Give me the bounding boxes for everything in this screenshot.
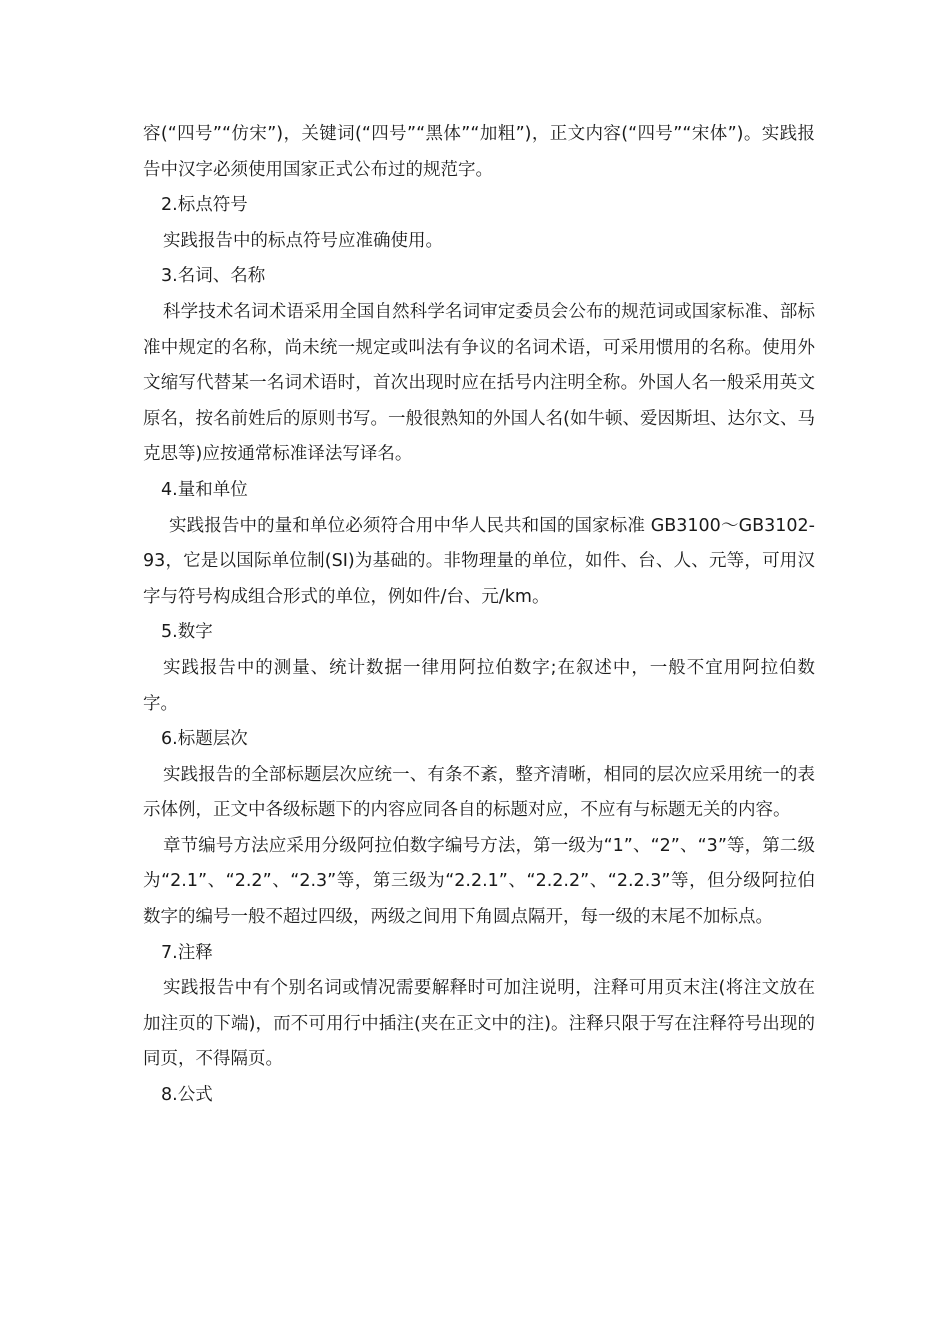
terms-paragraph: 科学技术名词术语采用全国自然科学名词审定委员会公布的规范词或国家标准、部标准中规定的名称，尚未统一规定或叫法有争议的名词术语，可采用惯用的名称。使用外文缩写代替某一名词术语时，首次出现时应在括号内注明全称。外国人名一般采用英文原名，按名前姓后的原则书写。一般很熟知的外国人名(如牛顿、爱因斯坦、达尔文、马克思等)应按通常标准译法写译名。 (143, 301, 815, 465)
section-heading-formula: 8.公式 (161, 1085, 213, 1106)
notes-paragraph: 实践报告中有个别名词或情况需要解释时可加注说明，注释可用页末注(将注文放在加注页的下端)，而不可用行中插注(夹在正文中的注)。注释只限于写在注释符号出现的同页，不得隔页。 (143, 978, 815, 1070)
section-heading-terms: 3.名词、名称 (161, 266, 266, 287)
intro-paragraph: 容(“四号”“仿宋”)，关键词(“四号”“黑体”“加粗”)，正文内容(“四号”“宋体”)。实践报告中汉字必须使用国家正式公布过的规范字。 (143, 124, 815, 180)
section-heading-notes: 7.注释 (161, 942, 213, 963)
punctuation-paragraph: 实践报告中的标点符号应准确使用。 (163, 230, 443, 251)
numbers-paragraph: 实践报告中的测量、统计数据一律用阿拉伯数字;在叙述中，一般不宜用阿拉伯数字。 (143, 657, 815, 714)
document-page (143, 117, 815, 1114)
numbering-paragraph: 章节编号方法应采用分级阿拉伯数字编号方法，第一级为“1”、“2”、“3”等，第二级为“2.1”、“2.2”、“2.3”等，第三级为“2.2.1”、“2.2.2”、“2.2.3”等，但分级阿拉伯数字的编号一般不超过四级，两级之间用下角圆点隔开，每一级的末尾不加标点。 (143, 835, 815, 928)
section-heading-punctuation: 2.标点符号 (161, 195, 248, 216)
section-heading-levels: 6.标题层次 (161, 729, 248, 750)
units-paragraph: 实践报告中的量和单位必须符合用中华人民共和国的国家标准 GB3100～GB3102-93，它是以国际单位制(SI)为基础的。非物理量的单位，如件、台、人、元等，可用汉字与符号构成组合形式的单位，例如件/台、元/km。 (143, 515, 815, 607)
section-heading-numbers: 5.数字 (161, 622, 213, 643)
levels-paragraph: 实践报告的全部标题层次应统一、有条不紊，整齐清晰，相同的层次应采用统一的表示体例，正文中各级标题下的内容应同各自的标题对应，不应有与标题无关的内容。 (143, 764, 815, 821)
section-heading-units: 4.量和单位 (161, 479, 248, 500)
